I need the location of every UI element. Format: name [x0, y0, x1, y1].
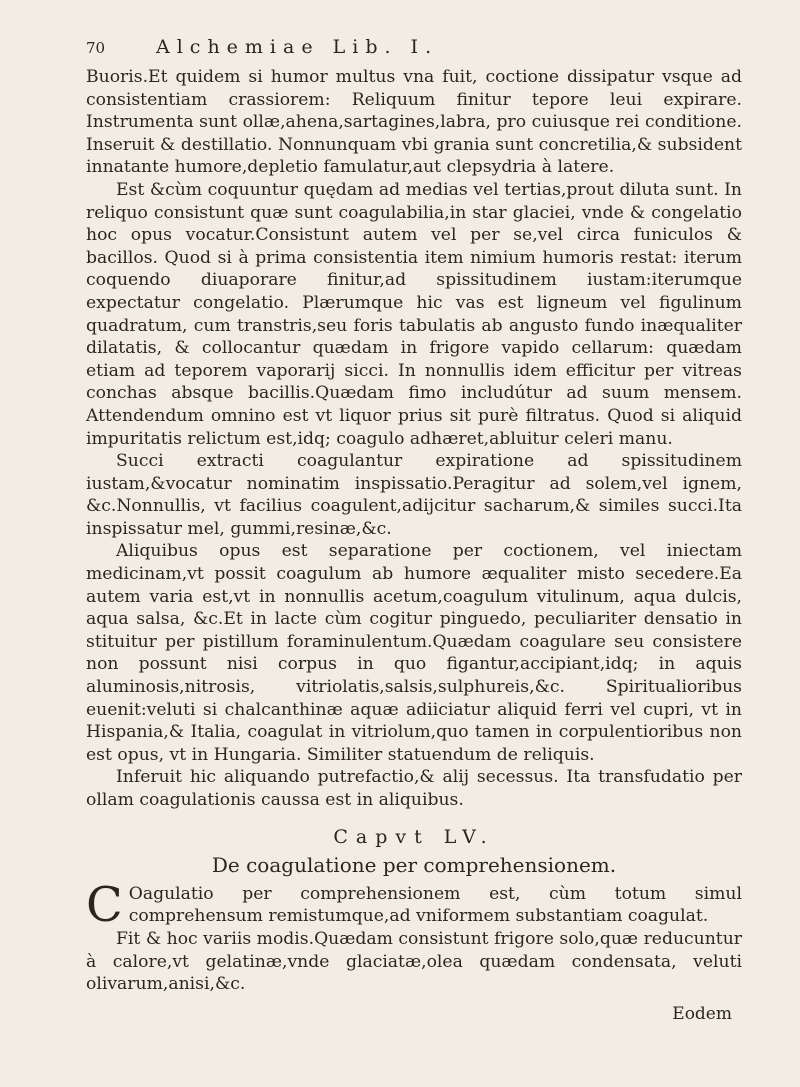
catchword: Eodem [672, 1003, 732, 1024]
running-header [86, 36, 742, 66]
paragraph: Inferuit hic aliquando putrefactio,& alij secessus. Ita transfudatio per ollam coagulationis caussa est in aliquibus. [86, 767, 742, 810]
running-title: Alchemiae Lib. I. [156, 36, 439, 58]
main-text [86, 66, 742, 996]
chapter-first-paragraph [86, 876, 742, 933]
chapter-heading: Capvt LV. [333, 825, 495, 848]
chapter-text: Oagulatio per comprehensionem est, cùm totum simul comprehensum remistumque,ad vniformem substantiam coagulat. [128, 883, 742, 927]
paragraph: Fit & hoc variis modis.Quædam consistunt frigore solo,quæ reducuntur à calore,vt gelatinæ,vnde glaciatæ,olea quædam condensata, veluti olivarum,anisi,&c. [86, 928, 742, 995]
drop-capital: C [86, 876, 123, 933]
paragraph: Buoris.Et quidem si humor multus vna fuit, coctione dissipatur vsque ad consistentiam crassiorem: Reliquum finitur tepore leui expirare. Instrumenta sunt ollæ,ahena,sartagines,labra, pro cuiusque rei conditione. Inseruit & destillatio. Nonnunquam vbi grania sunt concretilia,& subsident innatante humore,depletio famulatur,aut clepsydria à latere. [86, 67, 742, 178]
paragraph: Aliquibus opus est separatione per coctionem, vel iniectam medicinam,vt possit coagulum ab humore æqualiter misto secedere.Ea autem varia est,vt in nonnullis acetum,coagulum vitulinum, aqua dulcis, aqua salsa, &c.Et in lacte cùm cogitur pinguedo, peculiariter densatio in stituitur per pistillum foraminulentum.Quædam coagulare seu consistere non possunt nisi corpus in quo figantur,accipiant,idq; in aquis aluminosis,nitrosis, vitriolatis,salsis,sulphureis,&c. Spiritualioribus euenit:veluti si chalcanthinæ aquæ adiiciatur aliquid ferri vel cupri, vt in Hispania,& Italia, coagulat in vitriolum,quo tamen in corpulentioribus non est opus, vt in Hungaria. Similiter statuendum de reliquis. [86, 541, 742, 765]
page-number: 70 [86, 39, 106, 57]
chapter-subtitle: De coagulatione per comprehensionem. [211, 853, 617, 878]
paragraph: Est &cùm coquuntur quędam ad medias vel tertias,prout diluta sunt. In reliquo consistunt quæ sunt coagulabilia,in star glaciei, vnde & congelatio hoc opus vocatur.Consistunt autem vel per se,vel circa funiculos & bacillos. Quod si à prima consistentia item nimium humoris restat: iterum coquendo diuaporare finitur,ad spissitudinem iustam:iterumque expectatur congelatio. Plærumque hic vas est ligneum vel figulinum quadratum, cum transtris,seu foris tabulatis ab angusto fundo inæqualiter dilatatis, & collocantur quædam in frigore vapido cellarum: quædam etiam ad teporem vaporarij sicci. In nonnullis idem efficitur per vitreas conchas absque bacillis.Quædam fimo includútur ad suum mensem. Attendendum omnino est vt liquor prius sit purè filtratus. Quod si aliquid impuritatis relictum est,idq; coagulo adhæret,abluitur celeri manu. [86, 179, 742, 449]
paragraph: Succi extracti coagulantur expiratione ad spissitudinem iustam,&vocatur nominatim inspissatio.Peragitur ad solem,vel ignem, &c.Nonnullis, vt facilius coagulent,adijcitur sacharum,& similes succi.Ita inspissatur mel, gummi,resinæ,&c. [86, 451, 742, 539]
